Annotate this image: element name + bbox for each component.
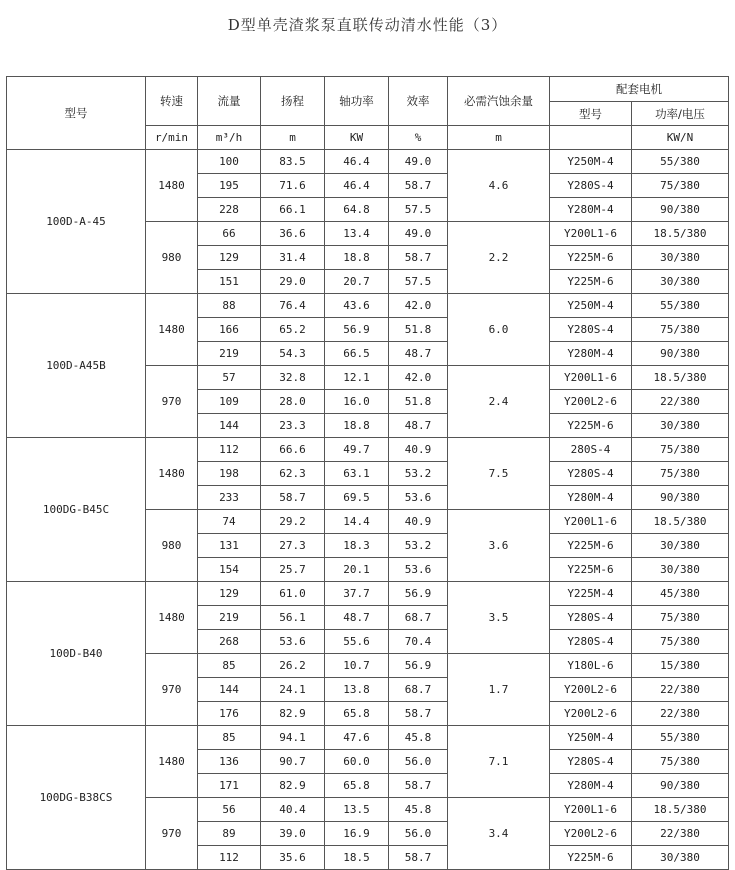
efficiency-cell: 45.8 [389,726,448,750]
efficiency-cell: 56.0 [389,822,448,846]
efficiency-cell: 42.0 [389,366,448,390]
header-row [7,77,729,102]
shaft-power-cell: 18.8 [325,246,389,270]
flow-cell: 151 [198,270,261,294]
efficiency-cell: 56.0 [389,750,448,774]
motor-model-cell: Y225M-6 [550,534,632,558]
motor-power-cell: 75/380 [632,438,729,462]
efficiency-cell: 45.8 [389,798,448,822]
npsh-cell: 3.4 [448,798,550,870]
unit-motor-power: KW/N [632,126,729,150]
npsh-cell: 3.5 [448,582,550,654]
head-cell: 27.3 [261,534,325,558]
npsh-cell: 1.7 [448,654,550,726]
shaft-power-cell: 43.6 [325,294,389,318]
motor-model-cell: Y225M-6 [550,270,632,294]
efficiency-cell: 53.6 [389,486,448,510]
motor-model-cell: Y200L2-6 [550,702,632,726]
flow-cell: 171 [198,774,261,798]
header-speed: 转速 [146,77,198,126]
pump-model: 100D-B40 [7,582,146,726]
efficiency-cell: 53.2 [389,462,448,486]
motor-power-cell: 30/380 [632,558,729,582]
header-flow: 流量 [198,77,261,126]
motor-model-cell: Y250M-4 [550,294,632,318]
motor-power-cell: 18.5/380 [632,366,729,390]
motor-model-cell: Y280S-4 [550,750,632,774]
npsh-cell: 7.5 [448,438,550,510]
motor-model-cell: Y280S-4 [550,630,632,654]
motor-model-cell: Y280M-4 [550,774,632,798]
motor-power-cell: 30/380 [632,534,729,558]
head-cell: 28.0 [261,390,325,414]
pump-speed: 970 [146,366,198,438]
shaft-power-cell: 69.5 [325,486,389,510]
pump-speed: 1480 [146,582,198,654]
table-row [7,438,729,462]
efficiency-cell: 40.9 [389,510,448,534]
motor-model-cell: Y280S-4 [550,462,632,486]
flow-cell: 89 [198,822,261,846]
efficiency-cell: 48.7 [389,414,448,438]
motor-power-cell: 90/380 [632,774,729,798]
shaft-power-cell: 10.7 [325,654,389,678]
motor-power-cell: 75/380 [632,462,729,486]
shaft-power-cell: 18.3 [325,534,389,558]
efficiency-cell: 53.6 [389,558,448,582]
motor-model-cell: Y225M-6 [550,846,632,870]
head-cell: 35.6 [261,846,325,870]
flow-cell: 57 [198,366,261,390]
table-row [7,150,729,174]
npsh-cell: 4.6 [448,150,550,222]
header-motor-power: 功率/电压 [632,102,729,126]
flow-cell: 219 [198,342,261,366]
head-cell: 23.3 [261,414,325,438]
header-head: 扬程 [261,77,325,126]
motor-model-cell: Y225M-6 [550,246,632,270]
flow-cell: 109 [198,390,261,414]
efficiency-cell: 70.4 [389,630,448,654]
pump-speed: 1480 [146,294,198,366]
motor-model-cell: Y280S-4 [550,174,632,198]
head-cell: 56.1 [261,606,325,630]
head-cell: 31.4 [261,246,325,270]
efficiency-cell: 58.7 [389,246,448,270]
flow-cell: 268 [198,630,261,654]
shaft-power-cell: 60.0 [325,750,389,774]
npsh-cell: 3.6 [448,510,550,582]
shaft-power-cell: 13.5 [325,798,389,822]
flow-cell: 195 [198,174,261,198]
head-cell: 53.6 [261,630,325,654]
unit-speed: r/min [146,126,198,150]
pump-model: 100D-A45B [7,294,146,438]
head-cell: 40.4 [261,798,325,822]
npsh-cell: 7.1 [448,726,550,798]
shaft-power-cell: 66.5 [325,342,389,366]
motor-power-cell: 30/380 [632,846,729,870]
motor-power-cell: 45/380 [632,582,729,606]
head-cell: 82.9 [261,774,325,798]
pump-speed: 980 [146,222,198,294]
head-cell: 61.0 [261,582,325,606]
pump-speed: 1480 [146,438,198,510]
shaft-power-cell: 48.7 [325,606,389,630]
shaft-power-cell: 16.0 [325,390,389,414]
efficiency-cell: 58.7 [389,846,448,870]
efficiency-cell: 56.9 [389,582,448,606]
motor-model-cell: Y200L1-6 [550,366,632,390]
header-efficiency: 效率 [389,77,448,126]
table-row [7,582,729,606]
motor-model-cell: Y280S-4 [550,606,632,630]
flow-cell: 74 [198,510,261,534]
npsh-cell: 2.4 [448,366,550,438]
shaft-power-cell: 49.7 [325,438,389,462]
unit-shaft-power: KW [325,126,389,150]
shaft-power-cell: 13.4 [325,222,389,246]
motor-model-cell: Y200L1-6 [550,510,632,534]
head-cell: 62.3 [261,462,325,486]
flow-cell: 233 [198,486,261,510]
efficiency-cell: 42.0 [389,294,448,318]
flow-cell: 176 [198,702,261,726]
header-motor-model: 型号 [550,102,632,126]
pump-model: 100DG-B45C [7,438,146,582]
efficiency-cell: 57.5 [389,270,448,294]
motor-power-cell: 22/380 [632,390,729,414]
motor-model-cell: Y280M-4 [550,486,632,510]
flow-cell: 129 [198,582,261,606]
motor-power-cell: 30/380 [632,246,729,270]
efficiency-cell: 58.7 [389,174,448,198]
table-body [7,150,729,870]
flow-cell: 219 [198,606,261,630]
motor-model-cell: Y200L2-6 [550,822,632,846]
motor-model-cell: Y200L1-6 [550,222,632,246]
head-cell: 29.2 [261,510,325,534]
head-cell: 76.4 [261,294,325,318]
flow-cell: 136 [198,750,261,774]
motor-power-cell: 55/380 [632,150,729,174]
head-cell: 39.0 [261,822,325,846]
performance-table [6,76,729,870]
shaft-power-cell: 18.5 [325,846,389,870]
flow-cell: 166 [198,318,261,342]
efficiency-cell: 49.0 [389,222,448,246]
motor-power-cell: 55/380 [632,294,729,318]
header-shaft-power: 轴功率 [325,77,389,126]
flow-cell: 144 [198,414,261,438]
head-cell: 94.1 [261,726,325,750]
shaft-power-cell: 65.8 [325,774,389,798]
motor-power-cell: 15/380 [632,654,729,678]
unit-npsh: m [448,126,550,150]
shaft-power-cell: 13.8 [325,678,389,702]
flow-cell: 228 [198,198,261,222]
shaft-power-cell: 63.1 [325,462,389,486]
motor-power-cell: 18.5/380 [632,798,729,822]
head-cell: 66.6 [261,438,325,462]
shaft-power-cell: 46.4 [325,174,389,198]
motor-power-cell: 30/380 [632,270,729,294]
motor-model-cell: Y250M-4 [550,150,632,174]
unit-head: m [261,126,325,150]
flow-cell: 56 [198,798,261,822]
head-cell: 65.2 [261,318,325,342]
shaft-power-cell: 64.8 [325,198,389,222]
efficiency-cell: 53.2 [389,534,448,558]
shaft-power-cell: 12.1 [325,366,389,390]
motor-power-cell: 75/380 [632,630,729,654]
unit-flow: m³/h [198,126,261,150]
flow-cell: 198 [198,462,261,486]
motor-power-cell: 18.5/380 [632,510,729,534]
efficiency-cell: 57.5 [389,198,448,222]
motor-power-cell: 75/380 [632,750,729,774]
head-cell: 71.6 [261,174,325,198]
shaft-power-cell: 14.4 [325,510,389,534]
shaft-power-cell: 47.6 [325,726,389,750]
pump-model: 100D-A-45 [7,150,146,294]
efficiency-cell: 58.7 [389,702,448,726]
efficiency-cell: 68.7 [389,678,448,702]
motor-model-cell: Y200L2-6 [550,390,632,414]
pump-speed: 970 [146,798,198,870]
motor-power-cell: 90/380 [632,198,729,222]
motor-model-cell: Y250M-4 [550,726,632,750]
flow-cell: 131 [198,534,261,558]
head-cell: 82.9 [261,702,325,726]
motor-model-cell: Y280S-4 [550,318,632,342]
head-cell: 36.6 [261,222,325,246]
npsh-cell: 2.2 [448,222,550,294]
pump-speed: 1480 [146,150,198,222]
head-cell: 26.2 [261,654,325,678]
motor-model-cell: Y200L2-6 [550,678,632,702]
pump-speed: 1480 [146,726,198,798]
head-cell: 83.5 [261,150,325,174]
shaft-power-cell: 20.1 [325,558,389,582]
shaft-power-cell: 56.9 [325,318,389,342]
flow-cell: 144 [198,678,261,702]
efficiency-cell: 48.7 [389,342,448,366]
npsh-cell: 6.0 [448,294,550,366]
motor-power-cell: 90/380 [632,486,729,510]
efficiency-cell: 58.7 [389,774,448,798]
head-cell: 25.7 [261,558,325,582]
flow-cell: 88 [198,294,261,318]
efficiency-cell: 56.9 [389,654,448,678]
efficiency-cell: 49.0 [389,150,448,174]
flow-cell: 85 [198,726,261,750]
motor-power-cell: 75/380 [632,174,729,198]
pump-speed: 970 [146,654,198,726]
motor-power-cell: 75/380 [632,606,729,630]
motor-model-cell: Y225M-6 [550,558,632,582]
pump-model: 100DG-B38CS [7,726,146,870]
head-cell: 29.0 [261,270,325,294]
efficiency-cell: 51.8 [389,318,448,342]
page-title: D型单壳渣浆泵直联传动清水性能（3） [227,16,508,34]
motor-model-cell: Y200L1-6 [550,798,632,822]
head-cell: 66.1 [261,198,325,222]
flow-cell: 100 [198,150,261,174]
flow-cell: 66 [198,222,261,246]
motor-power-cell: 55/380 [632,726,729,750]
efficiency-cell: 68.7 [389,606,448,630]
shaft-power-cell: 37.7 [325,582,389,606]
shaft-power-cell: 55.6 [325,630,389,654]
motor-power-cell: 18.5/380 [632,222,729,246]
header-model: 型号 [7,77,146,150]
header-motor-group: 配套电机 [550,77,729,102]
head-cell: 90.7 [261,750,325,774]
motor-power-cell: 30/380 [632,414,729,438]
motor-power-cell: 90/380 [632,342,729,366]
shaft-power-cell: 20.7 [325,270,389,294]
shaft-power-cell: 46.4 [325,150,389,174]
motor-power-cell: 22/380 [632,678,729,702]
flow-cell: 85 [198,654,261,678]
head-cell: 24.1 [261,678,325,702]
motor-model-cell: Y280M-4 [550,198,632,222]
motor-power-cell: 22/380 [632,822,729,846]
motor-power-cell: 22/380 [632,702,729,726]
table-row [7,294,729,318]
shaft-power-cell: 18.8 [325,414,389,438]
motor-model-cell: 280S-4 [550,438,632,462]
flow-cell: 112 [198,438,261,462]
table-row [7,726,729,750]
efficiency-cell: 51.8 [389,390,448,414]
flow-cell: 154 [198,558,261,582]
head-cell: 58.7 [261,486,325,510]
shaft-power-cell: 65.8 [325,702,389,726]
motor-model-cell: Y225M-6 [550,414,632,438]
flow-cell: 112 [198,846,261,870]
pump-speed: 980 [146,510,198,582]
shaft-power-cell: 16.9 [325,822,389,846]
header-npsh: 必需汽蚀余量 [448,77,550,126]
motor-power-cell: 75/380 [632,318,729,342]
flow-cell: 129 [198,246,261,270]
efficiency-cell: 40.9 [389,438,448,462]
motor-model-cell: Y280M-4 [550,342,632,366]
head-cell: 32.8 [261,366,325,390]
unit-motor-model [550,126,632,150]
motor-model-cell: Y180L-6 [550,654,632,678]
unit-efficiency: % [389,126,448,150]
head-cell: 54.3 [261,342,325,366]
motor-model-cell: Y225M-4 [550,582,632,606]
